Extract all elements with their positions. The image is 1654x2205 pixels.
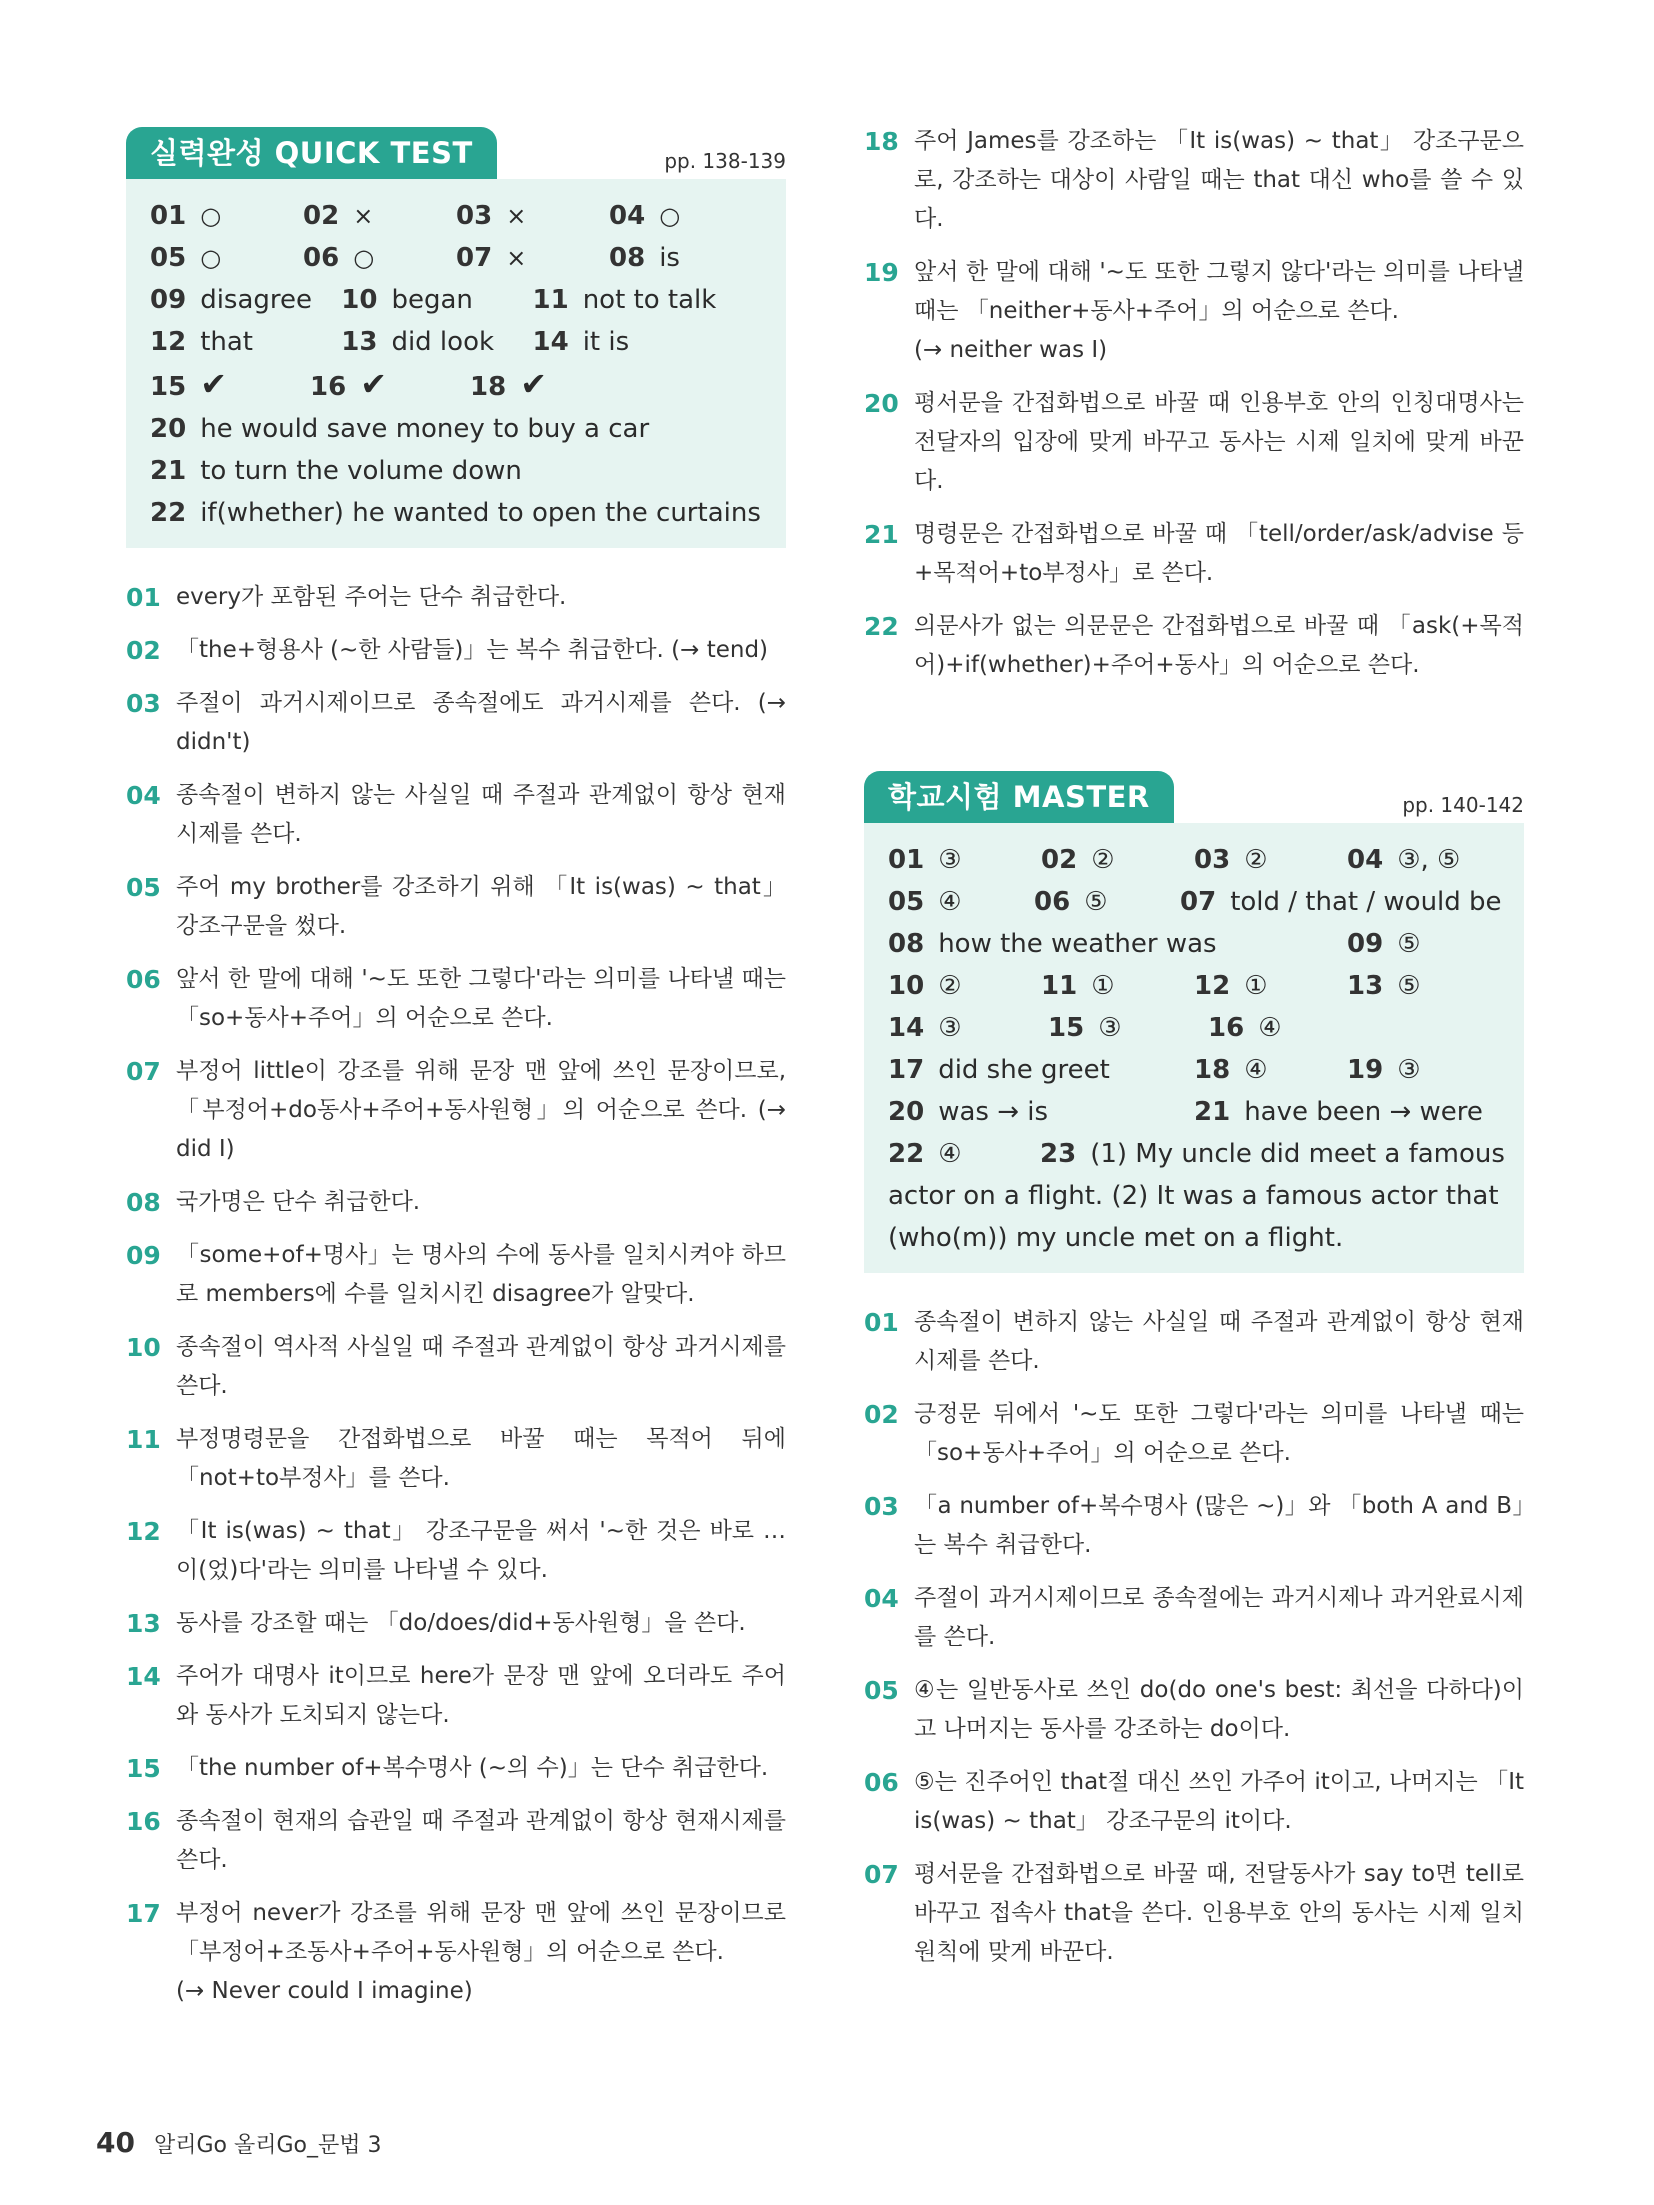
explanation-item [126, 578, 786, 617]
answer-cell [1208, 1007, 1368, 1049]
explanation-line: 「the+형용사 (~한 사람들)」는 복수 취급한다. (→ tend) [176, 637, 769, 663]
explanation-number: 10 [126, 1333, 161, 1362]
explanation-item [864, 122, 1524, 239]
answer-number: 13 [1347, 971, 1384, 1001]
explanation-line: 「It is(was) ~ that」 강조구문을 써서 '~한 것은 바로 …이(었)다'라는 의미를 나타낼 수 있다. [176, 1518, 786, 1583]
answer-value: ○ [659, 202, 681, 230]
answer-number: 08 [609, 243, 646, 273]
answer-number: 14 [888, 1013, 925, 1043]
answer-number: 17 [888, 1055, 925, 1085]
answer-cell [303, 237, 456, 279]
answer-cell [341, 279, 532, 321]
answer-number: 11 [1041, 971, 1078, 1001]
explanation-text [914, 1579, 1524, 1657]
answer-value: that [200, 327, 253, 357]
answer-cell [533, 321, 763, 363]
explanation-item [126, 960, 786, 1038]
answer-number: 14 [532, 327, 569, 357]
explanation-text [914, 122, 1524, 239]
answer-row [888, 1133, 1505, 1175]
answer-number: 04 [1347, 845, 1384, 875]
answer-cell [150, 321, 341, 363]
explanation-number: 05 [864, 1676, 899, 1705]
answer-value: did she greet [938, 1055, 1110, 1085]
answer-cell [1347, 965, 1500, 1007]
answer-number: 06 [303, 243, 340, 273]
explanation-line: 「a number of+복수명사 (많은 ~)」와 「both A and B」는 복수 취급한다. [914, 1493, 1524, 1558]
explanation-number: 04 [864, 1584, 899, 1613]
explanation-number: 20 [864, 389, 899, 418]
answer-number: 02 [1041, 845, 1078, 875]
answer-value: ② [1244, 845, 1268, 875]
answer-value: is [659, 243, 680, 273]
answer-cell [150, 363, 310, 408]
answer-value: ③ [938, 1013, 962, 1043]
explanation-line: 부정어 never가 강조를 위해 문장 맨 앞에 쓰인 문장이므로 「부정어+조동사+주어+동사원형」의 어순으로 쓴다. [176, 1900, 786, 1965]
answer-number: 07 [1180, 887, 1217, 917]
answer-value: disagree [200, 285, 313, 315]
explanation-text [914, 1487, 1524, 1565]
answer-row [150, 363, 762, 408]
explanation-item [864, 1303, 1524, 1381]
answer-number: 12 [150, 327, 187, 357]
answer-value: ③ [1397, 1055, 1421, 1085]
explanation-number: 12 [126, 1517, 161, 1546]
answer-cell [1194, 965, 1347, 1007]
explanation-number: 03 [864, 1492, 899, 1521]
answer-value: ① [1091, 971, 1115, 1001]
explanation-line: every가 포함된 주어는 단수 취급한다. [176, 584, 567, 610]
answer-value: to turn the volume down [200, 456, 522, 486]
explanation-item [126, 776, 786, 854]
explanation-item [864, 253, 1524, 370]
answer-value: ⑤ [1397, 971, 1421, 1001]
explanation-item [864, 1395, 1524, 1473]
answer-value: have been → were [1244, 1097, 1483, 1127]
explanation-line: 의문사가 없는 의문문은 간접화법으로 바꿀 때 「ask(+목적어)+if(whether)+주어+동사」의 어순으로 쓴다. [914, 613, 1524, 678]
answer-number: 03 [456, 201, 493, 231]
explanation-text [914, 384, 1524, 501]
answer-number: 05 [150, 243, 187, 273]
answer-number: 20 [150, 414, 187, 444]
explanation-text [176, 1236, 786, 1314]
answer-number: 10 [341, 285, 378, 315]
explanation-text [914, 607, 1524, 685]
answer-number: 21 [150, 456, 187, 486]
answer-cell [609, 237, 762, 279]
answer-row [150, 321, 762, 363]
explanation-number: 18 [864, 127, 899, 156]
master-pages: pp. 140-142 [1402, 793, 1524, 817]
answer-number: 18 [470, 372, 507, 402]
explanation-item [126, 1512, 786, 1590]
right-column [864, 0, 1524, 1986]
answer-value: if(whether) he wanted to open the curtains [200, 498, 761, 528]
explanation-item [126, 868, 786, 946]
explanation-number: 06 [126, 965, 161, 994]
quick-test-explanations-continued [864, 122, 1524, 685]
explanation-number: 17 [126, 1899, 161, 1928]
answer-cell [1180, 881, 1500, 923]
answer-number: 08 [888, 929, 925, 959]
answer-value: ③ [938, 845, 962, 875]
answer-value: it is [582, 327, 630, 357]
explanation-item [126, 1749, 786, 1788]
answer-value: (1) My uncle did meet a famous [1090, 1139, 1505, 1169]
answer-row [150, 492, 762, 534]
answer-row [888, 1007, 1500, 1049]
explanation-item [864, 607, 1524, 685]
answer-number: 15 [1048, 1013, 1085, 1043]
answer-row [888, 1049, 1500, 1091]
explanation-number: 09 [126, 1241, 161, 1270]
answer-value: ③, ⑤ [1397, 845, 1461, 875]
explanation-text [176, 631, 786, 670]
answer-number: 12 [1194, 971, 1231, 1001]
explanation-item [126, 1328, 786, 1406]
answer-value: ④ [938, 1139, 962, 1169]
answer-value: ○ [200, 244, 222, 272]
answer-value: ⑤ [1397, 929, 1421, 959]
answer-row [150, 237, 762, 279]
answer-cell [1347, 839, 1500, 881]
answer-number: 18 [1194, 1055, 1231, 1085]
answer-cell [609, 195, 762, 237]
explanation-number: 02 [126, 636, 161, 665]
answer-number: 23 [1040, 1139, 1077, 1169]
answer-cell [1034, 881, 1180, 923]
answer-number: 02 [303, 201, 340, 231]
answer-row [150, 408, 762, 450]
explanation-item [126, 684, 786, 762]
explanation-number: 13 [126, 1609, 161, 1638]
explanation-item [126, 1236, 786, 1314]
answer-number: 15 [150, 372, 187, 402]
explanation-line: 종속절이 현재의 습관일 때 주절과 관계없이 항상 현재시제를 쓴다. [176, 1808, 786, 1873]
explanation-text [176, 578, 786, 617]
answer-cell [150, 237, 303, 279]
explanation-text [914, 515, 1524, 593]
answer-number: 03 [1194, 845, 1231, 875]
answer-value: × [353, 202, 374, 230]
answer-continuation-line: (who(m)) my uncle met on a flight. [888, 1223, 1344, 1253]
explanation-line: 종속절이 역사적 사실일 때 주절과 관계없이 항상 과거시제를 쓴다. [176, 1334, 786, 1399]
answer-value: how the weather was [938, 929, 1217, 959]
answer-cell [1347, 1049, 1500, 1091]
answer-cell [150, 450, 750, 492]
explanation-text [914, 1303, 1524, 1381]
explanation-line: 「the number of+복수명사 (~의 수)」는 단수 취급한다. [176, 1755, 769, 1781]
answer-cell [1041, 839, 1194, 881]
explanation-text [176, 1657, 786, 1735]
answer-cell [150, 492, 761, 534]
answer-cell [888, 1091, 1194, 1133]
explanation-number: 16 [126, 1807, 161, 1836]
explanation-line: 주어가 대명사 it이므로 here가 문장 맨 앞에 오더라도 주어와 동사가 도치되지 않는다. [176, 1663, 786, 1728]
answer-value: ✔ [200, 365, 227, 403]
answer-value: not to talk [582, 285, 717, 315]
page-footer [96, 2126, 381, 2159]
answer-cell [456, 237, 609, 279]
quick-test-title: 실력완성 QUICK TEST [126, 127, 497, 179]
explanation-line: 주어 James를 강조하는 「It is(was) ~ that」 강조구문으로, 강조하는 대상이 사람일 때는 that 대신 who를 쓸 수 있다. [914, 128, 1524, 232]
explanation-item [126, 631, 786, 670]
answer-cell [1194, 1091, 1500, 1133]
explanation-text [176, 776, 786, 854]
book-title: 알리Go 올리Go_문법 3 [153, 2133, 382, 2158]
master-header [864, 771, 1524, 823]
answer-cell [1040, 1133, 1505, 1175]
answer-number: 16 [1208, 1013, 1245, 1043]
left-column [126, 0, 786, 2025]
explanation-text [176, 1512, 786, 1590]
answer-row [888, 839, 1500, 881]
explanation-item [126, 1894, 786, 2011]
explanation-number: 03 [126, 689, 161, 718]
explanation-item [864, 1579, 1524, 1657]
answer-cell [1048, 1007, 1208, 1049]
answer-value: ④ [1244, 1055, 1268, 1085]
answer-number: 16 [310, 372, 347, 402]
explanation-line: 평서문을 간접화법으로 바꿀 때 인용부호 안의 인칭대명사는 전달자의 입장에 맞게 바꾸고 동사는 시제 일치에 맞게 바꾼다. [914, 390, 1524, 494]
answer-cell [888, 923, 1347, 965]
answer-value: ✔ [520, 365, 547, 403]
explanation-text [176, 1420, 786, 1498]
answer-number: 21 [1194, 1097, 1231, 1127]
explanation-item [126, 1420, 786, 1498]
page-number: 40 [96, 2126, 135, 2159]
explanation-text [176, 684, 786, 762]
answer-number: 09 [150, 285, 187, 315]
answer-number: 11 [532, 285, 569, 315]
answer-row [150, 450, 762, 492]
answer-cell [150, 195, 303, 237]
explanation-number: 01 [126, 583, 161, 612]
answer-row [888, 965, 1500, 1007]
answer-cell [1347, 923, 1500, 965]
answer-cell [150, 408, 750, 450]
explanation-item [864, 1487, 1524, 1565]
answer-number: 05 [888, 887, 925, 917]
answer-number: 01 [150, 201, 187, 231]
explanation-text [914, 1855, 1524, 1972]
answer-cell [341, 321, 532, 363]
master-answer-box [864, 823, 1524, 1273]
answer-number: 13 [341, 327, 378, 357]
explanation-number: 15 [126, 1754, 161, 1783]
explanation-text [176, 1328, 786, 1406]
answer-cell [888, 1133, 1040, 1175]
explanation-text [176, 1604, 786, 1643]
answer-number: 22 [888, 1139, 925, 1169]
answer-value: told / that / would be [1230, 887, 1502, 917]
answer-cell [1194, 1049, 1347, 1091]
explanation-number: 21 [864, 520, 899, 549]
explanation-number: 02 [864, 1400, 899, 1429]
answer-row [888, 923, 1500, 965]
answer-value: ② [938, 971, 962, 1001]
explanation-line: 주어 my brother를 강조하기 위해 「It is(was) ~ that」 강조구문을 썼다. [176, 874, 786, 939]
answer-cell [888, 881, 1034, 923]
answer-value: × [506, 244, 527, 272]
explanation-line: ⑤는 진주어인 that절 대신 쓰인 가주어 it이고, 나머지는 「It is(was) ~ that」 강조구문의 it이다. [914, 1769, 1524, 1834]
explanation-item [864, 384, 1524, 501]
explanation-number: 04 [126, 781, 161, 810]
answer-cell [310, 363, 470, 408]
answer-continuation-line: actor on a flight. (2) It was a famous actor that [888, 1181, 1499, 1211]
answer-cell [470, 363, 630, 408]
answer-number: 20 [888, 1097, 925, 1127]
explanation-text [176, 1183, 786, 1222]
explanation-number: 06 [864, 1768, 899, 1797]
answer-cell [533, 279, 763, 321]
answer-number: 01 [888, 845, 925, 875]
explanation-number: 07 [864, 1860, 899, 1889]
answer-cell [888, 1007, 1048, 1049]
explanation-item [126, 1802, 786, 1880]
quick-test-answer-box [126, 179, 786, 548]
explanation-text [176, 960, 786, 1038]
answer-cell [888, 965, 1041, 1007]
answer-number: 04 [609, 201, 646, 231]
explanation-line: 주절이 과거시제이므로 종속절에도 과거시제를 쓴다. (→ didn't) [176, 690, 786, 755]
explanation-number: 14 [126, 1662, 161, 1691]
answer-cell [303, 195, 456, 237]
answer-value: ④ [938, 887, 962, 917]
answer-row [150, 195, 762, 237]
answer-value: began [391, 285, 473, 315]
answer-number: 06 [1034, 887, 1071, 917]
explanation-line: 종속절이 변하지 않는 사실일 때 주절과 관계없이 항상 현재시제를 쓴다. [914, 1309, 1524, 1374]
answer-cell [150, 279, 341, 321]
explanation-text [176, 1749, 786, 1788]
explanation-number: 11 [126, 1425, 161, 1454]
answer-value: did look [391, 327, 495, 357]
answer-number: 07 [456, 243, 493, 273]
answer-value: ○ [200, 202, 222, 230]
explanation-number: 01 [864, 1308, 899, 1337]
answer-row [150, 279, 762, 321]
explanation-item [864, 515, 1524, 593]
explanation-text [176, 1052, 786, 1169]
explanation-line: 주절이 과거시제이므로 종속절에는 과거시제나 과거완료시제를 쓴다. [914, 1585, 1524, 1650]
explanation-line: 명령문은 간접화법으로 바꿀 때 「tell/order/ask/advise 등+목적어+to부정사」로 쓴다. [914, 521, 1524, 586]
explanation-line: 부정명령문을 간접화법으로 바꿀 때는 목적어 뒤에 「not+to부정사」를 쓴다. [176, 1426, 786, 1491]
explanation-line: 앞서 한 말에 대해 '~도 또한 그렇다'라는 의미를 나타낼 때는 「so+동사+주어」의 어순으로 쓴다. [176, 966, 786, 1031]
explanation-line: ④는 일반동사로 쓰인 do(do one's best: 최선을 다하다)이고 나머지는 동사를 강조하는 do이다. [914, 1677, 1524, 1742]
explanation-item [126, 1604, 786, 1643]
answer-number: 19 [1347, 1055, 1384, 1085]
master-title: 학교시험 MASTER [864, 771, 1174, 823]
answer-number: 22 [150, 498, 187, 528]
answer-value: ① [1244, 971, 1268, 1001]
quick-test-header [126, 127, 786, 179]
explanation-line: 종속절이 변하지 않는 사실일 때 주절과 관계없이 항상 현재시제를 쓴다. [176, 782, 786, 847]
answer-number: 09 [1347, 929, 1384, 959]
answer-value: ⑤ [1084, 887, 1108, 917]
quick-test-pages: pp. 138-139 [664, 149, 786, 173]
answer-value: ✔ [360, 365, 387, 403]
explanation-text [176, 1802, 786, 1880]
explanation-text [914, 253, 1524, 370]
explanation-number: 07 [126, 1057, 161, 1086]
explanation-line: 평서문을 간접화법으로 바꿀 때, 전달동사가 say to면 tell로 바꾸고 접속사 that을 쓴다. 인용부호 안의 동사는 시제 일치 원칙에 맞게 바꾼다. [914, 1861, 1524, 1965]
answer-value: ③ [1098, 1013, 1122, 1043]
explanation-text [914, 1763, 1524, 1841]
answer-cell [1194, 839, 1347, 881]
answer-value: ④ [1258, 1013, 1282, 1043]
answer-value: ○ [353, 244, 375, 272]
explanation-number: 08 [126, 1188, 161, 1217]
explanation-number: 22 [864, 612, 899, 641]
explanation-item [126, 1657, 786, 1735]
explanation-text [914, 1671, 1524, 1749]
explanation-line: 긍정문 뒤에서 '~도 또한 그렇다'라는 의미를 나타낼 때는 「so+동사+주어」의 어순으로 쓴다. [914, 1401, 1524, 1466]
answer-value: was → is [938, 1097, 1049, 1127]
explanation-item [864, 1763, 1524, 1841]
answer-cell [1041, 965, 1194, 1007]
explanation-line: 국가명은 단수 취급한다. [176, 1189, 421, 1215]
explanation-line: 부정어 little이 강조를 위해 문장 맨 앞에 쓰인 문장이므로, 「부정어+do동사+주어+동사원형」의 어순으로 쓴다. (→ did I) [176, 1058, 786, 1162]
explanation-text [176, 868, 786, 946]
explanation-line: 「some+of+명사」는 명사의 수에 동사를 일치시켜야 하므로 members에 수를 일치시킨 disagree가 알맞다. [176, 1242, 786, 1307]
quick-test-explanations [126, 578, 786, 2011]
answer-cell [456, 195, 609, 237]
master-explanations [864, 1303, 1524, 1972]
explanation-item [864, 1855, 1524, 1972]
explanation-number: 05 [126, 873, 161, 902]
explanation-item [864, 1671, 1524, 1749]
explanation-item [126, 1052, 786, 1169]
explanation-line: (→ neither was I) [914, 337, 1108, 363]
answer-row [888, 1091, 1500, 1133]
answer-cell [888, 839, 1041, 881]
answer-number: 10 [888, 971, 925, 1001]
answer-cell [888, 1049, 1194, 1091]
explanation-text [176, 1894, 786, 2011]
explanation-text [914, 1395, 1524, 1473]
explanation-line: (→ Never could I imagine) [176, 1978, 473, 2004]
explanation-line: 동사를 강조할 때는 「do/does/did+동사원형」을 쓴다. [176, 1610, 746, 1636]
answer-value: he would save money to buy a car [200, 414, 650, 444]
explanation-line: 앞서 한 말에 대해 '~도 또한 그렇지 않다'라는 의미를 나타낼 때는 「neither+동사+주어」의 어순으로 쓴다. [914, 259, 1524, 324]
answer-value: × [506, 202, 527, 230]
answer-value: ② [1091, 845, 1115, 875]
explanation-number: 19 [864, 258, 899, 287]
answer-row [888, 881, 1500, 923]
explanation-item [126, 1183, 786, 1222]
